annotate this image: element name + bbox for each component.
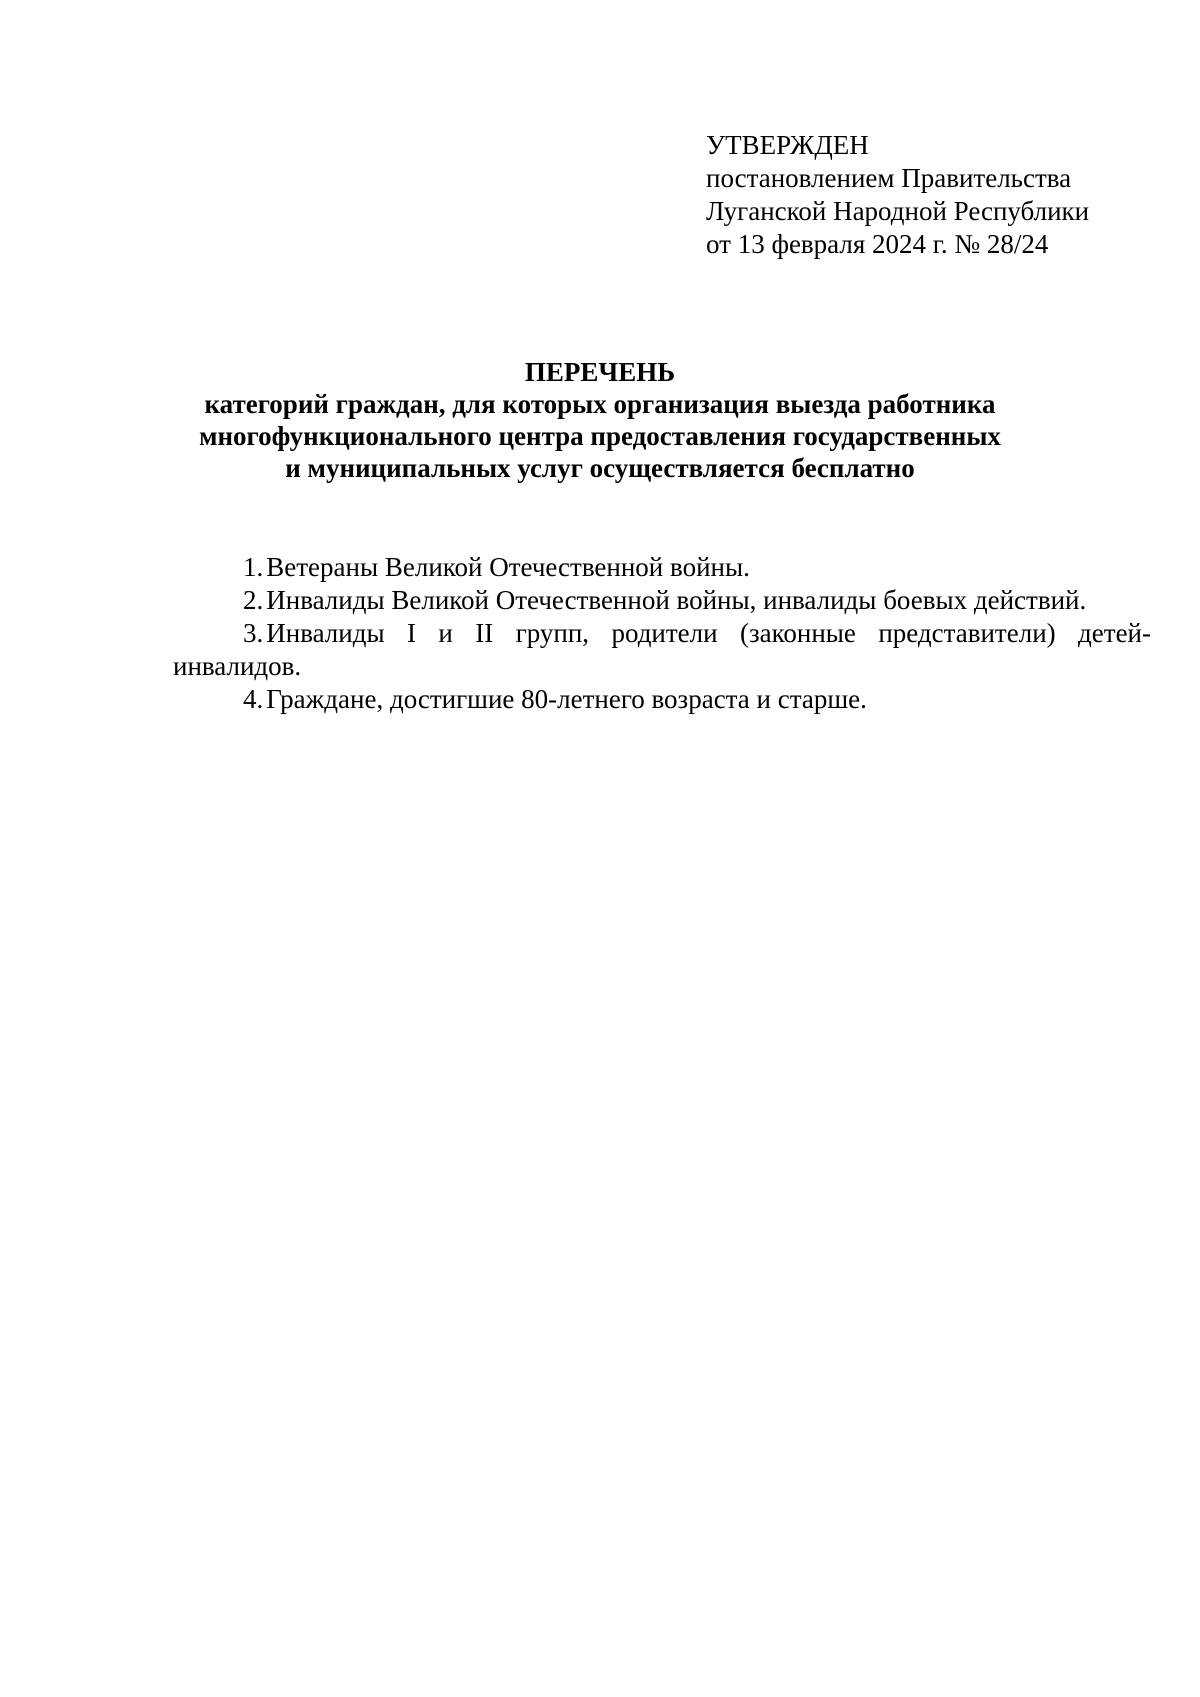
document-subtitle-line-1: категорий граждан, для которых организация выезда работника (204, 389, 996, 419)
list-item (173, 551, 1151, 584)
approval-by: постановлением Правительства (706, 163, 1072, 193)
list-item (173, 584, 1151, 617)
document-heading (150, 356, 1050, 484)
list-item (173, 683, 1151, 716)
approval-date-number: от 13 февраля 2024 г. № 28/24 (706, 229, 1049, 259)
list-item-number: 3. (243, 618, 264, 648)
citizen-category-list (173, 551, 1151, 716)
list-item-text: Инвалиды I и II групп, родители (законные представители) детей-инвалидов. (173, 618, 1151, 681)
list-item-text: Инвалиды Великой Отечественной войны, инвалиды боевых действий. (266, 585, 1087, 615)
list-item (173, 617, 1151, 683)
list-item-text: Ветераны Великой Отечественной войны. (266, 552, 750, 582)
approval-government: Луганской Народной Республики (706, 196, 1090, 226)
document-subtitle-line-2: многофункционального центра предоставления государственных (199, 421, 1001, 451)
document-title: ПЕРЕЧЕНЬ (524, 357, 676, 387)
list-item-number: 2. (243, 585, 264, 615)
list-item-text: Граждане, достигшие 80-летнего возраста и старше. (266, 684, 867, 714)
approval-stamp-block (706, 129, 1146, 261)
document-subtitle-line-3: и муниципальных услуг осуществляется бесплатно (285, 453, 915, 483)
list-item-number: 1. (243, 552, 264, 582)
list-item-number: 4. (243, 684, 264, 714)
approval-status: УТВЕРЖДЕН (706, 130, 869, 160)
